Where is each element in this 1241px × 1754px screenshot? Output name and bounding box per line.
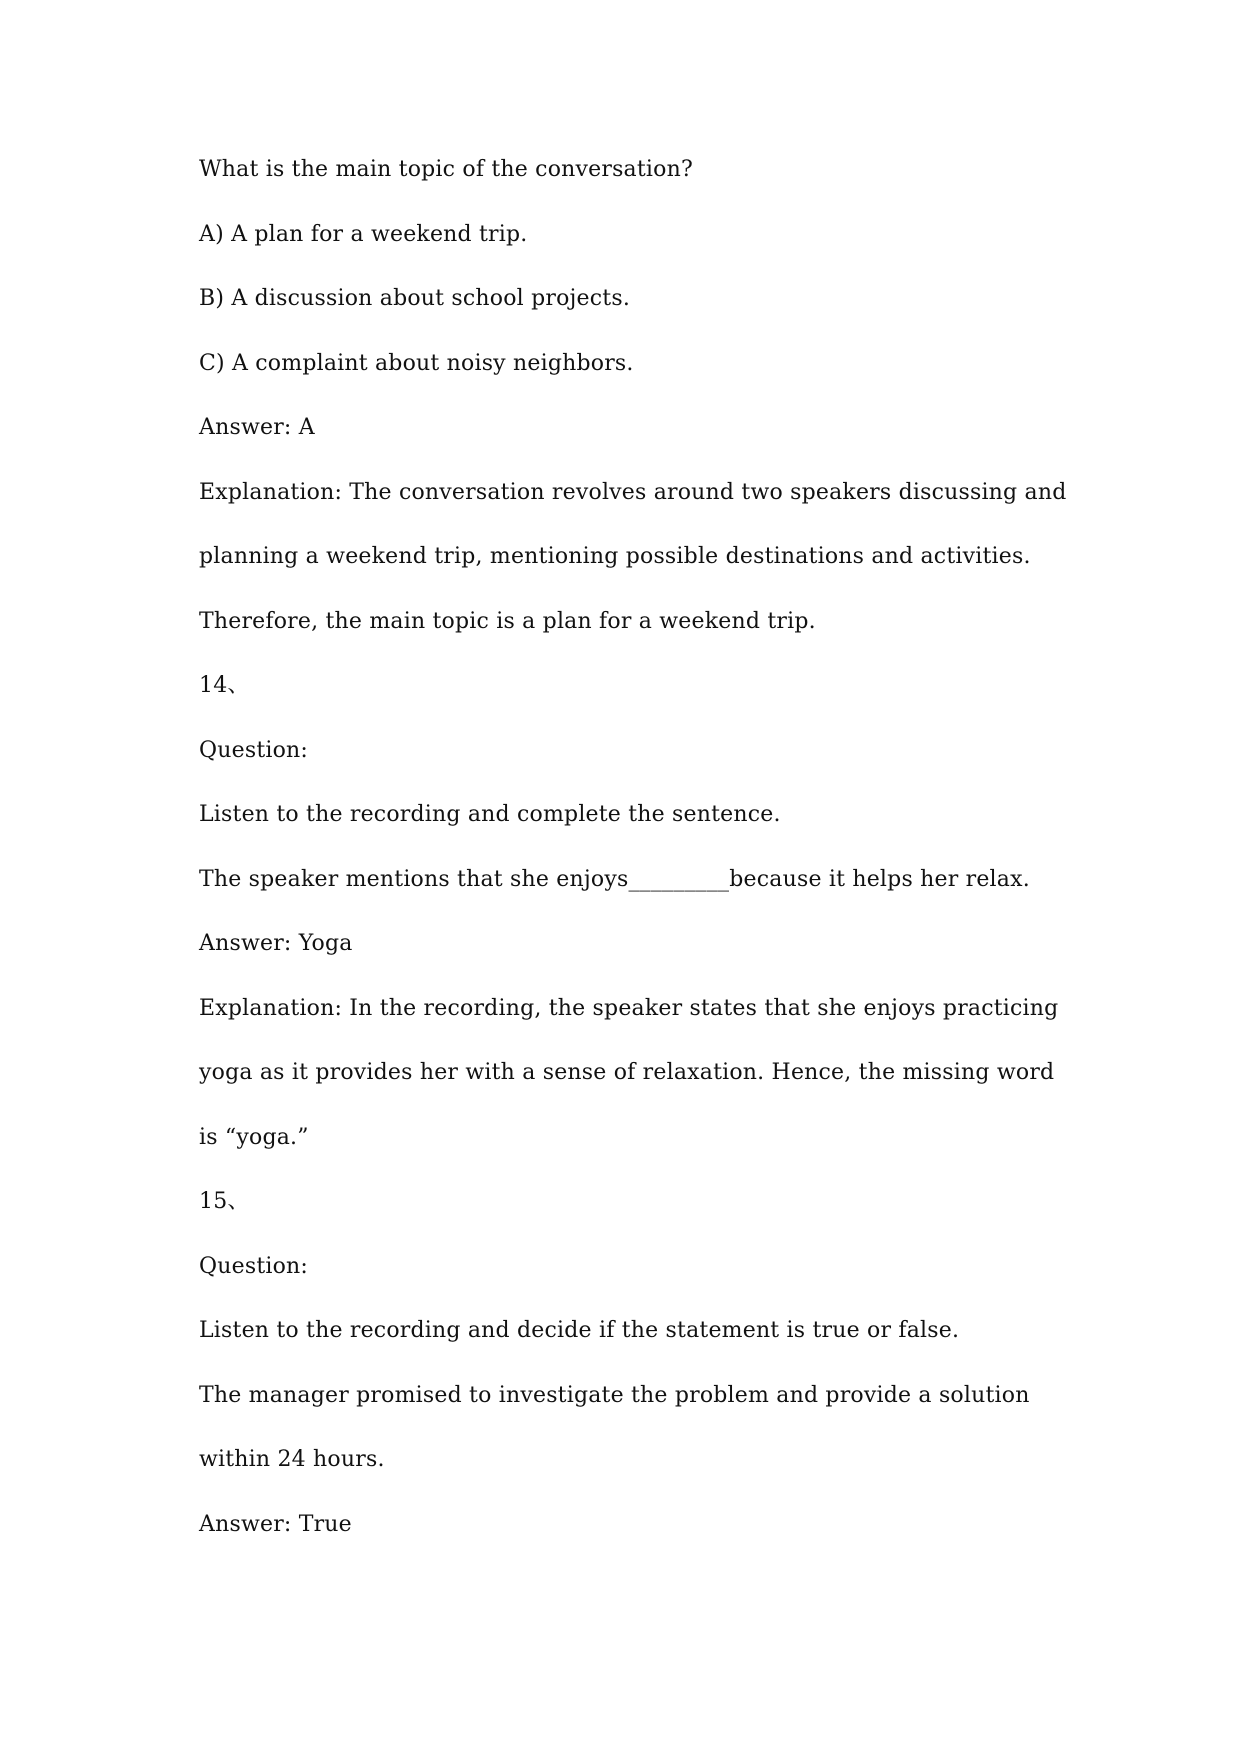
question-label: Question: bbox=[199, 1253, 309, 1279]
answer-line: Answer: Yoga bbox=[199, 931, 353, 956]
explanation-line: is “yoga.” bbox=[199, 1124, 309, 1150]
question-text: The speaker mentions that she enjoys_________because it helps her relax. bbox=[199, 866, 1030, 892]
option-b: B) A discussion about school projects. bbox=[199, 286, 631, 311]
question-number: 15、 bbox=[199, 1189, 250, 1214]
document-body bbox=[199, 138, 1099, 1557]
question-label: Question: bbox=[199, 737, 309, 763]
explanation-line: planning a weekend trip, mentioning possible destinations and activities. bbox=[199, 544, 1031, 569]
instruction-text: Listen to the recording and complete the sentence. bbox=[199, 802, 781, 827]
explanation-line: Explanation: In the recording, the speaker states that she enjoys practicing bbox=[199, 995, 1059, 1021]
answer-line: Answer: A bbox=[199, 415, 315, 440]
option-c: C) A complaint about noisy neighbors. bbox=[199, 350, 634, 376]
instruction-text: Listen to the recording and decide if the statement is true or false. bbox=[199, 1318, 960, 1343]
explanation-line: yoga as it provides her with a sense of relaxation. Hence, the missing word bbox=[199, 1060, 1055, 1085]
question-text: What is the main topic of the conversation? bbox=[199, 157, 693, 182]
question-number: 14、 bbox=[199, 673, 250, 698]
answer-line: Answer: True bbox=[199, 1511, 352, 1537]
question-text: The manager promised to investigate the problem and provide a solution bbox=[199, 1382, 1030, 1408]
question-text: within 24 hours. bbox=[199, 1447, 385, 1472]
option-a: A) A plan for a weekend trip. bbox=[199, 221, 528, 247]
explanation-line: Therefore, the main topic is a plan for a weekend trip. bbox=[199, 608, 816, 634]
explanation-line: Explanation: The conversation revolves around two speakers discussing and bbox=[199, 479, 1067, 505]
